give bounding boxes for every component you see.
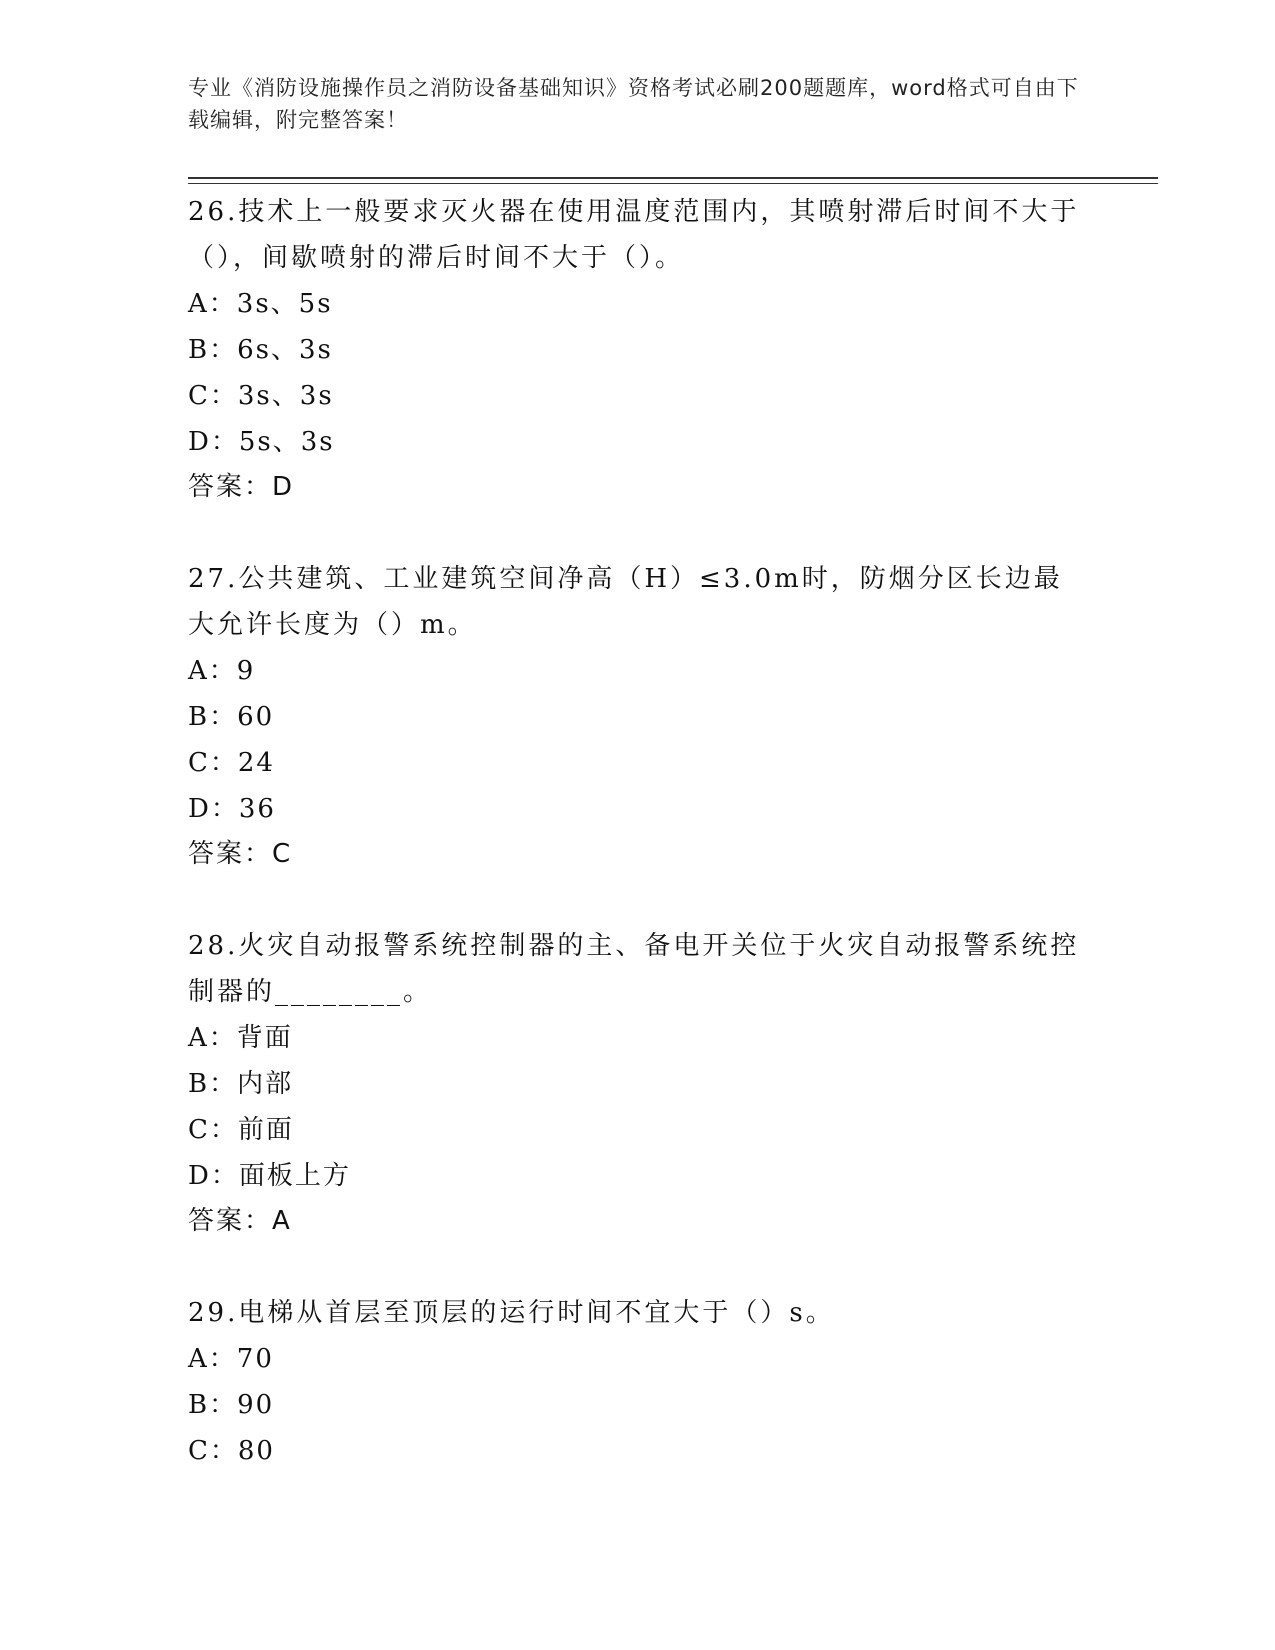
option-c: C：前面	[188, 1115, 294, 1145]
answer: 答案：C	[188, 839, 293, 869]
answer: 答案：D	[188, 472, 295, 502]
spacer	[188, 1243, 1088, 1288]
option-c: C：80	[188, 1436, 275, 1466]
header-text: 专业《消防设施操作员之消防设备基础知识》资格考试必刷200题题库，word格式可自由下载编辑，附完整答案！	[188, 76, 1079, 132]
option-b: B：90	[188, 1390, 275, 1420]
option-a: A：70	[188, 1344, 274, 1374]
option-a: A：3s、5s	[188, 289, 333, 319]
option-a: A：背面	[188, 1023, 293, 1053]
question-26	[188, 187, 1088, 509]
question-stem: 29.电梯从首层至顶层的运行时间不宜大于（）s。	[188, 1298, 835, 1328]
question-27	[188, 554, 1088, 876]
header-divider-thick	[188, 177, 1158, 179]
option-d: D：5s、3s	[188, 427, 335, 457]
option-c: C：3s、3s	[188, 381, 334, 411]
header-divider-thin	[188, 183, 1158, 184]
option-c: C：24	[188, 748, 275, 778]
option-b: B：6s、3s	[188, 335, 333, 365]
question-stem: 28.火灾自动报警系统控制器的主、备电开关位于火灾自动报警系统控制器的________。	[188, 931, 1080, 1007]
option-d: D：面板上方	[188, 1161, 351, 1191]
option-b: B：60	[188, 702, 275, 732]
question-list	[188, 187, 1088, 1474]
question-stem: 27.公共建筑、工业建筑空间净高（H）≤3.0m时，防烟分区长边最大允许长度为（）m。	[188, 564, 1063, 640]
spacer	[188, 509, 1088, 554]
answer: 答案：A	[188, 1206, 292, 1236]
question-28	[188, 921, 1088, 1243]
option-d: D：36	[188, 794, 276, 824]
question-stem: 26.技术上一般要求灭火器在使用温度范围内，其喷射滞后时间不大于（），间歇喷射的滞后时间不大于（）。	[188, 197, 1080, 273]
option-a: A：9	[188, 656, 256, 686]
question-29	[188, 1288, 1088, 1474]
document-header	[188, 72, 1088, 136]
option-b: B：内部	[188, 1069, 294, 1099]
spacer	[188, 876, 1088, 921]
